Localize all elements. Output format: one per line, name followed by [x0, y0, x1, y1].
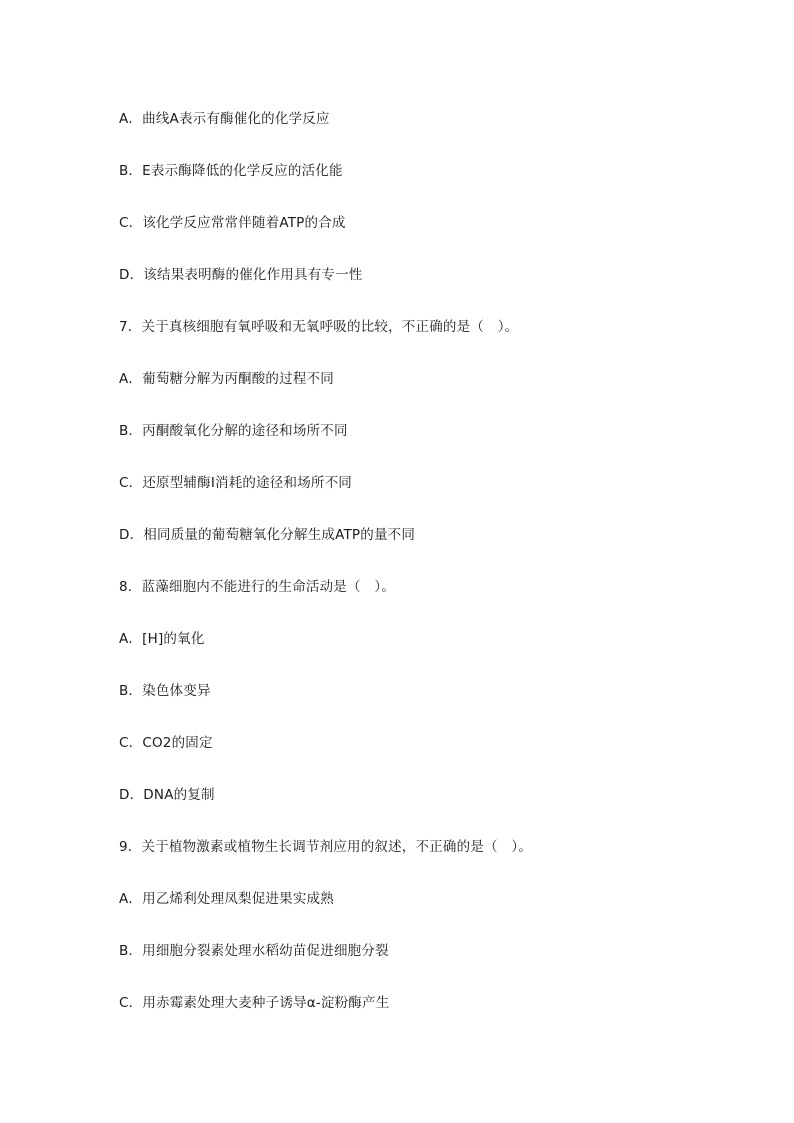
option-d-q7: D．相同质量的葡萄糖氧化分解生成ATP的量不同	[119, 527, 416, 543]
option-a-q7: A．葡萄糖分解为丙酮酸的过程不同	[119, 371, 334, 387]
option-a-q8: A．[H]的氧化	[119, 631, 205, 647]
question-7: 7．关于真核细胞有氧呼吸和无氧呼吸的比较，不正确的是（ ）。	[119, 319, 519, 335]
option-d-q8: D．DNA的复制	[119, 787, 215, 803]
option-b-q8: B．染色体变异	[119, 683, 211, 699]
option-b-q7: B．丙酮酸氧化分解的途径和场所不同	[119, 423, 348, 439]
option-a-q6: A．曲线A表示有酶催化的化学反应	[119, 111, 330, 127]
option-b-q6: B．E表示酶降低的化学反应的活化能	[119, 163, 343, 179]
option-d-q6: D．该结果表明酶的催化作用具有专一性	[119, 267, 363, 283]
question-9: 9．关于植物激素或植物生长调节剂应用的叙述，不正确的是（ ）。	[119, 839, 533, 855]
option-a-q9: A．用乙烯利处理凤梨促进果实成熟	[119, 891, 334, 907]
option-b-q9: B．用细胞分裂素处理水稻幼苗促进细胞分裂	[119, 943, 389, 959]
option-c-q6: C．该化学反应常常伴随着ATP的合成	[119, 215, 346, 231]
option-c-q8: C．CO2的固定	[119, 735, 213, 751]
option-c-q9: C．用赤霉素处理大麦种子诱导α-淀粉酶产生	[119, 995, 390, 1011]
option-c-q7: C．还原型辅酶Ⅰ消耗的途径和场所不同	[119, 475, 353, 491]
question-8: 8．蓝藻细胞内不能进行的生命活动是（ ）。	[119, 579, 396, 595]
